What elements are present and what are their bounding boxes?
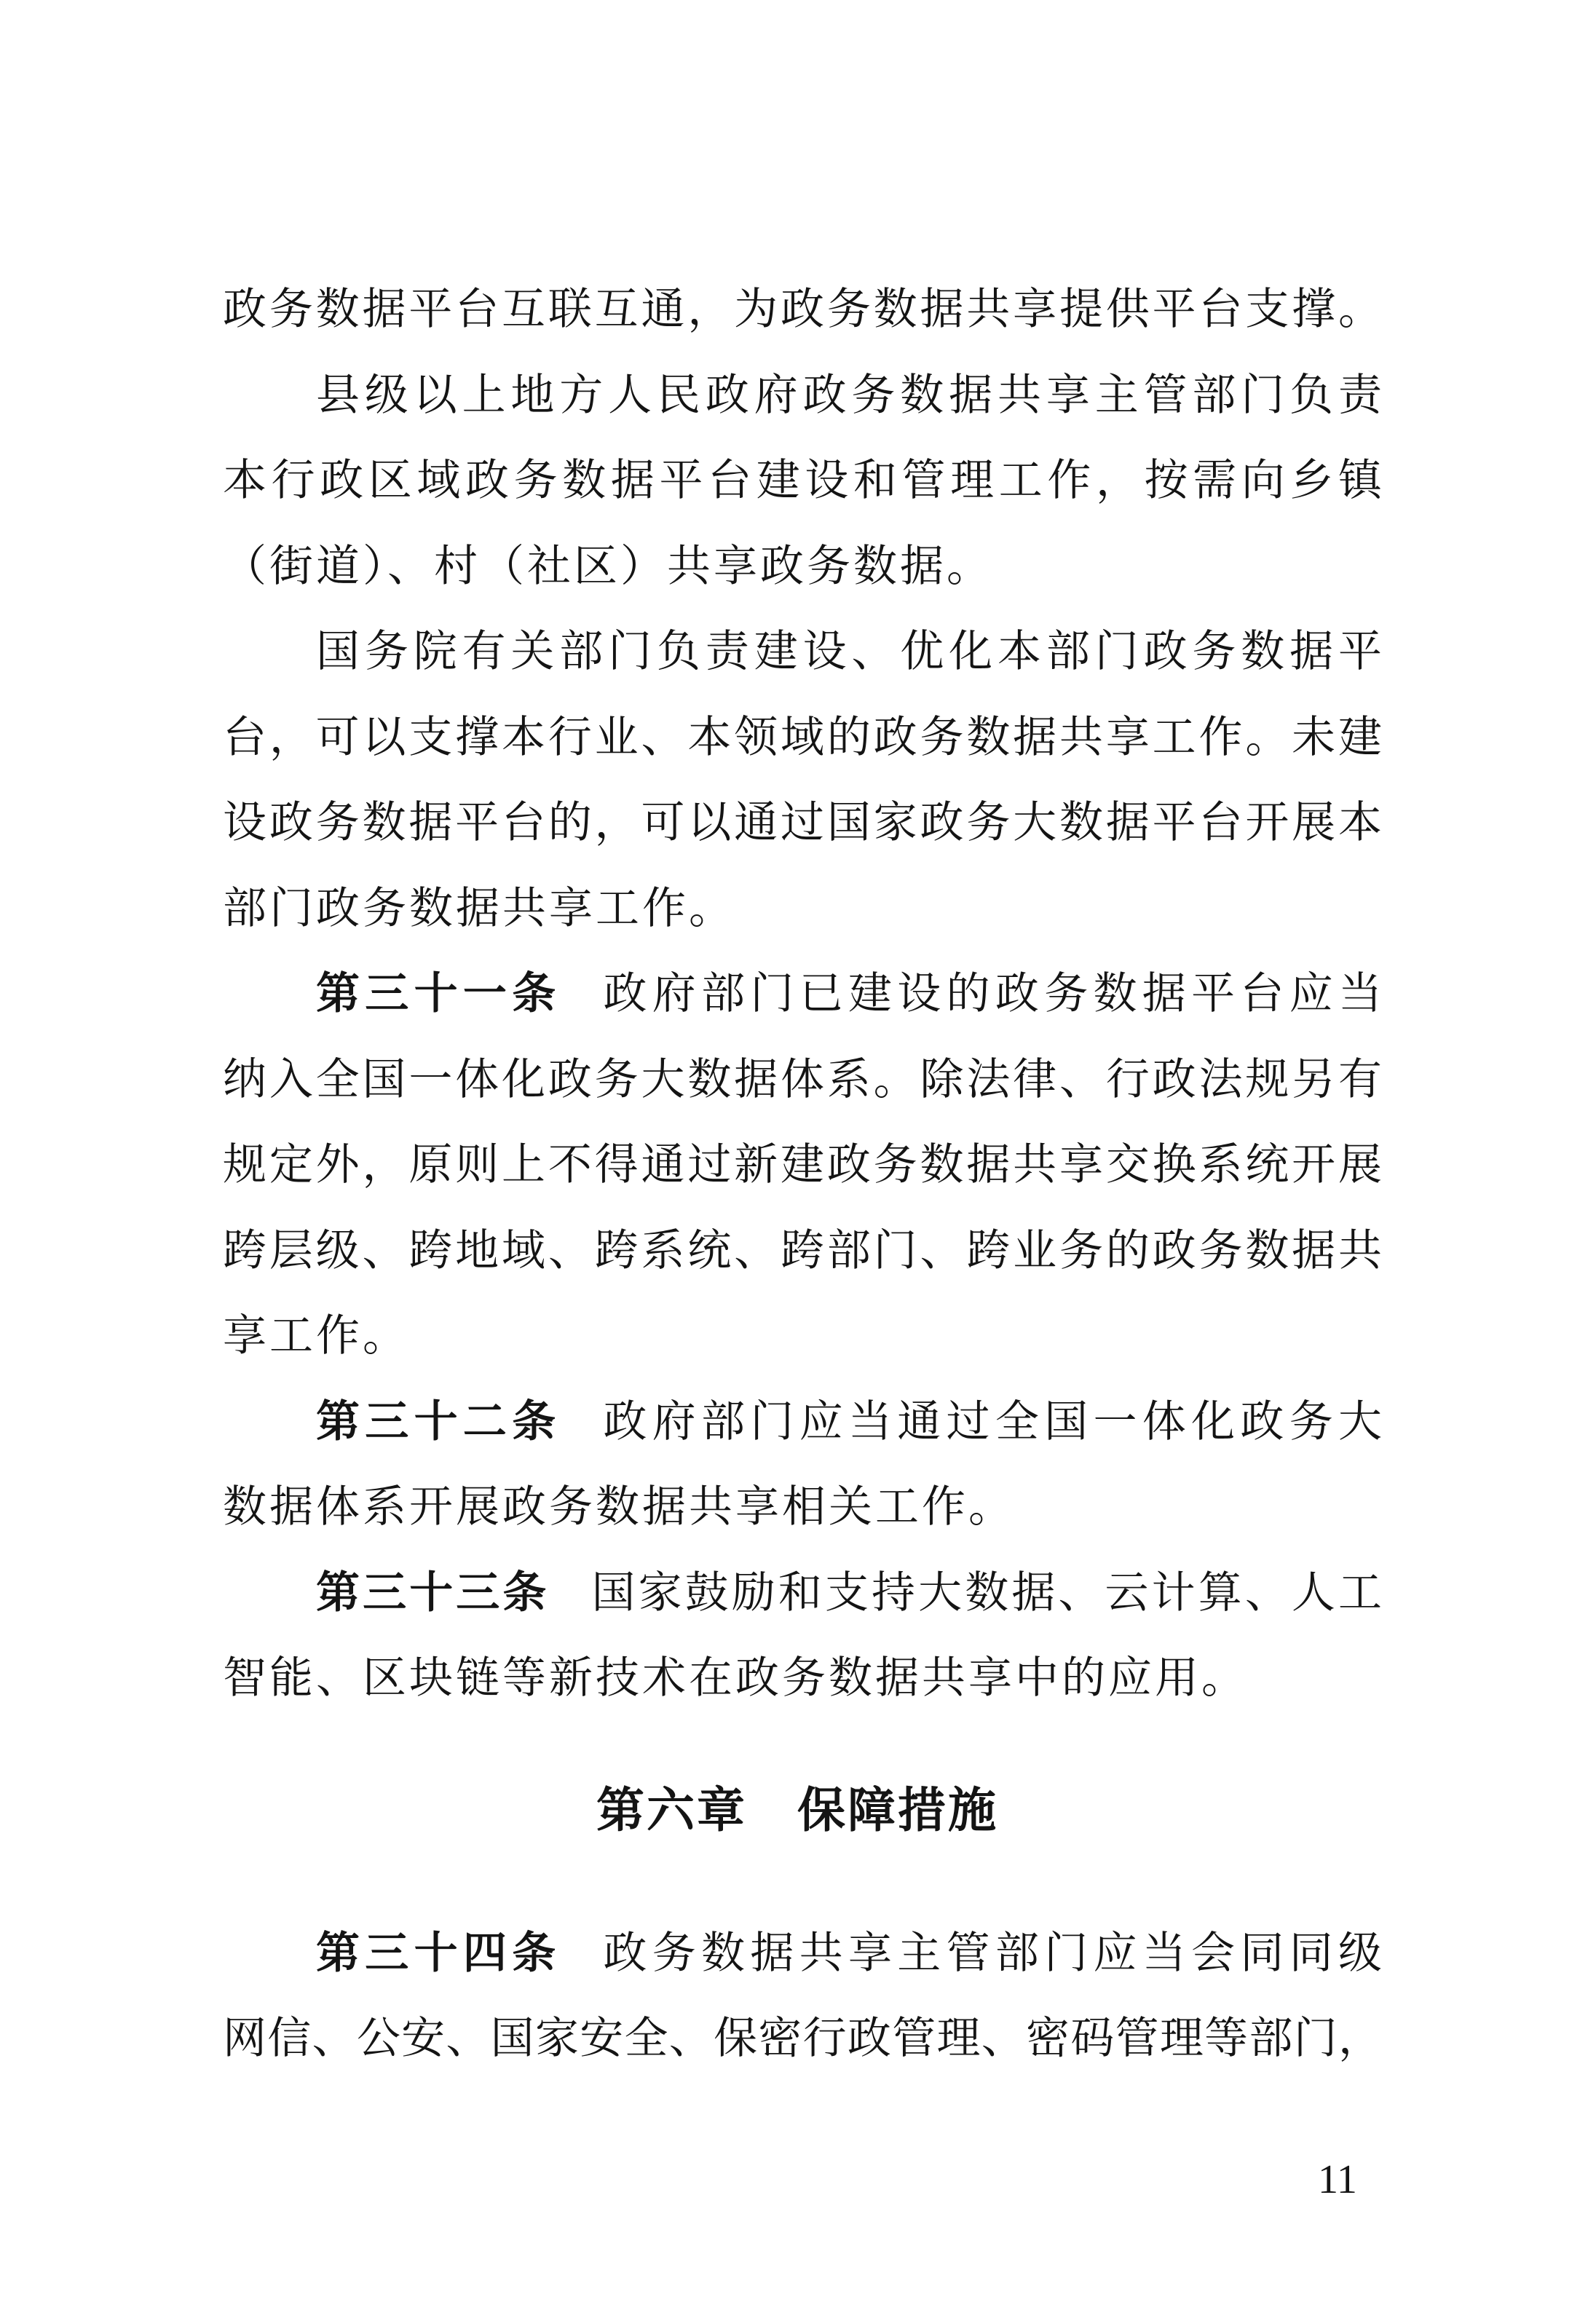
article-label: 第三十二条 — [316, 1396, 561, 1447]
text-line: 本行政区域政务数据平台建设和管理工作，按需向乡镇 — [223, 455, 1382, 506]
text-line: 跨层级、跨地域、跨系统、跨部门、跨业务的政务数据共 — [223, 1225, 1382, 1276]
article-text: 国家鼓励和支持大数据、云计算、人工 — [591, 1567, 1382, 1618]
text-line: 部门政务数据共享工作。 — [223, 882, 735, 934]
article-text: 政务数据共享主管部门应当会同同级 — [603, 1927, 1382, 1979]
article-label: 第三十三条 — [316, 1567, 550, 1618]
text-line — [223, 1380, 1382, 1465]
text-line: 智能、区块链等新技术在政务数据共享中的应用。 — [223, 1653, 1248, 1704]
text-line: 设政务数据平台的，可以通过国家政务大数据平台开展本 — [223, 797, 1382, 848]
text-line: 数据体系开展政务数据共享相关工作。 — [223, 1482, 1015, 1532]
text-line — [223, 952, 1382, 1037]
chapter-heading: 第六章 保障措施 — [596, 1781, 998, 1838]
text-line: 网信、公安、国家安全、保密行政管理、密码管理等部门， — [223, 2013, 1382, 2064]
article-label: 第三十四条 — [316, 1927, 561, 1979]
article-34 — [223, 1911, 1382, 2082]
text-line — [223, 1551, 1382, 1637]
article-text: 政府部门已建设的政务数据平台应当 — [603, 968, 1382, 1019]
text-line: 纳入全国一体化政务大数据体系。除法律、行政法规另有 — [223, 1053, 1382, 1105]
article-33 — [223, 1551, 1382, 1722]
text-line: 国务院有关部门负责建设、优化本部门政务数据平 — [316, 626, 1382, 677]
paragraph-continued — [223, 267, 1382, 353]
text-line: 县级以上地方人民政府政务数据共享主管部门负责 — [316, 369, 1382, 421]
text-line: 政务数据平台互联互通，为政务数据共享提供平台支撑。 — [223, 284, 1382, 335]
article-32 — [223, 1380, 1382, 1551]
text-line: 规定外，原则上不得通过新建政务数据共享交换系统开展 — [223, 1139, 1382, 1190]
page-number: 11 — [1318, 2157, 1357, 2202]
text-line: 享工作。 — [223, 1310, 409, 1361]
text-line: （街道）、村（社区）共享政务数据。 — [223, 540, 993, 592]
article-text: 政府部门应当通过全国一体化政务大 — [603, 1396, 1382, 1447]
page-body — [223, 267, 1382, 2082]
text-line: 台，可以支撑本行业、本领域的政务数据共享工作。未建 — [223, 711, 1382, 763]
paragraph-state-council — [223, 609, 1382, 952]
paragraph-county-level — [223, 353, 1382, 610]
article-31 — [223, 952, 1382, 1380]
text-line — [223, 1911, 1382, 1997]
article-label: 第三十一条 — [316, 968, 561, 1019]
